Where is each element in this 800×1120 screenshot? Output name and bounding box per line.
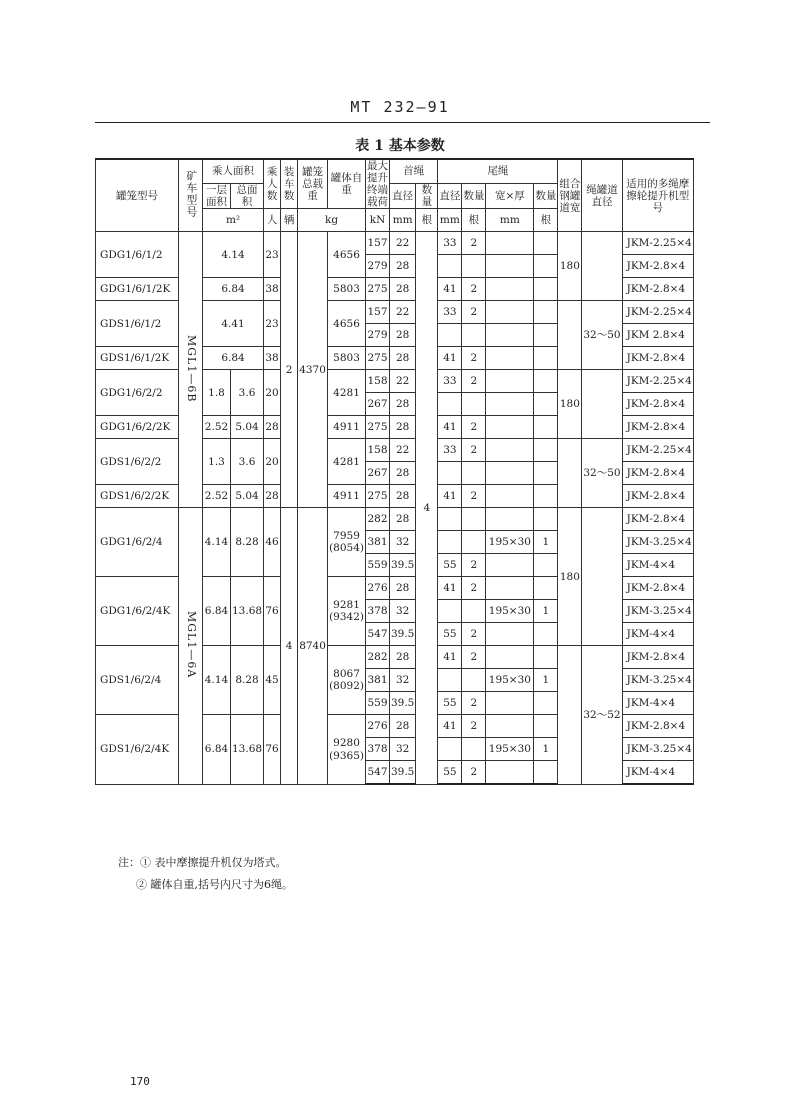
cell-round-dia bbox=[438, 393, 462, 416]
cell-self-weight: 7959 (8054) bbox=[328, 508, 366, 577]
unit-mm2: mm bbox=[438, 209, 462, 232]
cell-model: GDS1/6/2/2 bbox=[96, 439, 179, 485]
cell-persons: 20 bbox=[264, 439, 281, 485]
table-notes bbox=[118, 852, 293, 896]
col-head: 首绳 bbox=[389, 159, 437, 183]
cell-round-dia: 33 bbox=[438, 439, 462, 462]
cell-hoist: JKM-3.25×4 bbox=[622, 669, 693, 692]
cell-head-dia: 32 bbox=[389, 738, 415, 761]
cell-flat-num bbox=[534, 439, 558, 462]
cell-gap bbox=[558, 301, 582, 370]
unit-mm3: mm bbox=[486, 209, 534, 232]
cell-self-weight: 4281 bbox=[328, 370, 366, 416]
cell-round-num bbox=[462, 738, 486, 761]
col-hoist: 适用的多绳摩擦轮提升机型号 bbox=[622, 159, 693, 232]
cell-total-area: 8.28 bbox=[231, 508, 264, 577]
cell-flat-num bbox=[534, 715, 558, 738]
cell-rope bbox=[582, 232, 622, 301]
cell-flat-wt bbox=[486, 577, 534, 600]
parameters-table bbox=[95, 158, 776, 785]
cell-round-num bbox=[462, 531, 486, 554]
cell-self-weight: 8067 (8092) bbox=[328, 646, 366, 715]
col-cars: 装车数 bbox=[281, 159, 298, 209]
col-persons: 乘人数 bbox=[264, 159, 281, 209]
cell-max-load: 275 bbox=[365, 347, 389, 370]
cell-rope: 32～50 bbox=[582, 439, 622, 508]
cell-flat-wt bbox=[486, 439, 534, 462]
cell-max-load: 275 bbox=[365, 485, 389, 508]
cell-flat-num: 1 bbox=[534, 738, 558, 761]
cell-round-num: 2 bbox=[462, 278, 486, 301]
cell-round-dia: 41 bbox=[438, 278, 462, 301]
col-self: 罐体自重 bbox=[328, 159, 366, 209]
cell-round-dia bbox=[438, 738, 462, 761]
unit-kg: kg bbox=[298, 209, 366, 232]
cell-flat-num bbox=[534, 508, 558, 531]
cell-round-num: 2 bbox=[462, 370, 486, 393]
cell-self-weight: 4281 bbox=[328, 439, 366, 485]
cell-model: GDG1/6/2/2K bbox=[96, 416, 179, 439]
cell-self-weight: 4911 bbox=[328, 416, 366, 439]
cell-round-num bbox=[462, 600, 486, 623]
cell-flat-num bbox=[534, 577, 558, 600]
cell-round-dia: 41 bbox=[438, 715, 462, 738]
cell-max-load: 279 bbox=[365, 324, 389, 347]
cell-gap bbox=[558, 646, 582, 785]
cell-hoist: JKM-2.8×4 bbox=[622, 462, 693, 485]
cell-hoist: JKM-2.8×4 bbox=[622, 416, 693, 439]
cell-flat-num bbox=[534, 761, 558, 785]
cell-flat-wt bbox=[486, 623, 534, 646]
cell-round-num: 2 bbox=[462, 623, 486, 646]
cell-round-num: 2 bbox=[462, 439, 486, 462]
page-number: 170 bbox=[130, 1075, 150, 1088]
cell-round-dia: 33 bbox=[438, 232, 462, 255]
cell-hoist: JKM-2.8×4 bbox=[622, 255, 693, 278]
cell-hoist: JKM-4×4 bbox=[622, 554, 693, 577]
cell-total-area: 5.04 bbox=[231, 485, 264, 508]
cell-max-load: 267 bbox=[365, 393, 389, 416]
cell-head-dia: 28 bbox=[389, 347, 415, 370]
cell-model: GDS1/6/1/2 bbox=[96, 301, 179, 347]
cell-flat-num: 1 bbox=[534, 531, 558, 554]
cell-max-load: 157 bbox=[365, 301, 389, 324]
cell-persons: 23 bbox=[264, 301, 281, 347]
note-1: 注：① 表中摩擦提升机仅为塔式。 bbox=[118, 856, 287, 869]
cell-flat-num bbox=[534, 646, 558, 669]
col-head-dia: 直径 bbox=[389, 183, 415, 209]
cell-hoist: JKM-2.8×4 bbox=[622, 508, 693, 531]
cell-flat-num bbox=[534, 232, 558, 255]
cell-flat-num: 1 bbox=[534, 669, 558, 692]
col-flat-wt: 宽×厚 bbox=[486, 183, 534, 209]
cell-persons: 76 bbox=[264, 577, 281, 646]
unit-kn: kN bbox=[365, 209, 389, 232]
cell-hoist: JKM-2.8×4 bbox=[622, 715, 693, 738]
col-round-num: 数量 bbox=[462, 183, 486, 209]
cell-head-dia: 39.5 bbox=[389, 692, 415, 715]
cell-model: GDG1/6/2/4 bbox=[96, 508, 179, 577]
cell-head-dia: 28 bbox=[389, 715, 415, 738]
cell-hoist: JKM-4×4 bbox=[622, 623, 693, 646]
cell-hoist: JKM-3.25×4 bbox=[622, 600, 693, 623]
col-gap: 组合钢罐道宽 bbox=[558, 159, 582, 232]
cell-self-weight: 9281 (9342) bbox=[328, 577, 366, 646]
cell-max-load: 276 bbox=[365, 715, 389, 738]
cell-head-dia: 28 bbox=[389, 462, 415, 485]
cell-round-dia: 41 bbox=[438, 577, 462, 600]
cell-max-load: 547 bbox=[365, 623, 389, 646]
cell-model: GDG1/6/1/2K bbox=[96, 278, 179, 301]
cell-round-dia: 41 bbox=[438, 646, 462, 669]
cell-head-dia: 22 bbox=[389, 370, 415, 393]
cell-round-dia bbox=[438, 508, 462, 531]
col-layer: 一层面积 bbox=[203, 183, 231, 209]
cell-head-dia: 39.5 bbox=[389, 623, 415, 646]
cell-round-num bbox=[462, 508, 486, 531]
cell-total-area: 3.6 bbox=[231, 439, 264, 485]
cell-max-load: 282 bbox=[365, 508, 389, 531]
cell-model: GDS1/6/2/4K bbox=[96, 715, 179, 785]
cell-max-load: 381 bbox=[365, 669, 389, 692]
cell-total-area: 3.6 bbox=[231, 370, 264, 416]
cell-hoist: JKM-2.8×4 bbox=[622, 577, 693, 600]
unit-gen: 根 bbox=[416, 209, 438, 232]
cell-flat-num bbox=[534, 485, 558, 508]
cell-load: 8740 bbox=[298, 508, 328, 785]
cell-head-dia: 22 bbox=[389, 232, 415, 255]
cell-max-load: 157 bbox=[365, 232, 389, 255]
cell-round-dia bbox=[438, 669, 462, 692]
cell-flat-wt bbox=[486, 324, 534, 347]
unit-mm: mm bbox=[389, 209, 415, 232]
cell-layer-area: 6.84 bbox=[203, 577, 231, 646]
cell-max-load: 158 bbox=[365, 439, 389, 462]
cell-round-num: 2 bbox=[462, 715, 486, 738]
cell-flat-wt: 195×30 bbox=[486, 738, 534, 761]
cell-round-dia: 55 bbox=[438, 761, 462, 785]
cell-hoist: JKM-3.25×4 bbox=[622, 738, 693, 761]
cell-hoist: JKM 2.8×4 bbox=[622, 324, 693, 347]
cell-flat-wt bbox=[486, 347, 534, 370]
cell-persons: 38 bbox=[264, 347, 281, 370]
cell-head-dia: 22 bbox=[389, 301, 415, 324]
cell-flat-wt bbox=[486, 462, 534, 485]
cell-flat-num bbox=[534, 278, 558, 301]
cell-round-dia bbox=[438, 462, 462, 485]
cell-hoist: JKM-2.25×4 bbox=[622, 301, 693, 324]
cell-round-num: 2 bbox=[462, 761, 486, 785]
cell-model: GDG1/6/2/2 bbox=[96, 370, 179, 416]
cell-persons: 28 bbox=[264, 416, 281, 439]
table-caption: 表 1 基本参数 bbox=[355, 138, 445, 154]
cell-self-weight: 5803 bbox=[328, 278, 366, 301]
cell-flat-wt: 195×30 bbox=[486, 600, 534, 623]
cell-round-num: 2 bbox=[462, 232, 486, 255]
col-model: 罐笼型号 bbox=[96, 159, 179, 232]
cell-round-dia: 55 bbox=[438, 623, 462, 646]
col-max: 最大提升终端载荷 bbox=[366, 160, 388, 209]
cell-persons: 28 bbox=[264, 485, 281, 508]
cell-max-load: 267 bbox=[365, 462, 389, 485]
cell-persons: 23 bbox=[264, 232, 281, 278]
cell-flat-wt bbox=[486, 255, 534, 278]
cell-round-dia: 41 bbox=[438, 347, 462, 370]
cell-model: GDS1/6/2/4 bbox=[96, 646, 179, 715]
cell-flat-wt bbox=[486, 761, 534, 785]
cell-max-load: 282 bbox=[365, 646, 389, 669]
cell-flat-num bbox=[534, 692, 558, 715]
cell-flat-wt: 195×30 bbox=[486, 531, 534, 554]
cell-flat-wt bbox=[486, 554, 534, 577]
cell-car-type: MGL1—6A bbox=[179, 508, 203, 785]
cell-hoist: JKM-2.25×4 bbox=[622, 439, 693, 462]
cell-max-load: 547 bbox=[365, 761, 389, 785]
cell-flat-wt bbox=[486, 692, 534, 715]
col-load: 罐笼总载重 bbox=[298, 159, 328, 209]
cell-flat-num: 1 bbox=[534, 600, 558, 623]
cell-load: 4370 bbox=[298, 232, 328, 508]
cell-flat-num bbox=[534, 301, 558, 324]
cell-persons: 46 bbox=[264, 508, 281, 577]
cell-persons: 76 bbox=[264, 715, 281, 785]
cell-flat-wt bbox=[486, 485, 534, 508]
cell-head-dia: 28 bbox=[389, 508, 415, 531]
cell-max-load: 275 bbox=[365, 278, 389, 301]
cell-self-weight: 4911 bbox=[328, 485, 366, 508]
col-flat-num: 数量 bbox=[534, 183, 558, 209]
cell-max-load: 559 bbox=[365, 692, 389, 715]
cell-hoist: JKM-3.25×4 bbox=[622, 531, 693, 554]
cell-flat-wt bbox=[486, 646, 534, 669]
cell-hoist: JKM-2.25×4 bbox=[622, 370, 693, 393]
cell-max-load: 275 bbox=[365, 416, 389, 439]
cell-head-dia: 28 bbox=[389, 278, 415, 301]
cell-hoist: JKM-2.8×4 bbox=[622, 278, 693, 301]
cell-max-load: 559 bbox=[365, 554, 389, 577]
cell-hoist: JKM-2.8×4 bbox=[622, 646, 693, 669]
cell-head-dia: 28 bbox=[389, 255, 415, 278]
cell-hoist: JKM-2.25×4 bbox=[622, 232, 693, 255]
unit-cars: 辆 bbox=[281, 209, 298, 232]
cell-max-load: 378 bbox=[365, 738, 389, 761]
cell-layer-area: 4.14 bbox=[203, 508, 231, 577]
cell-self-weight: 4656 bbox=[328, 232, 366, 278]
cell-round-dia: 55 bbox=[438, 554, 462, 577]
cell-max-load: 381 bbox=[365, 531, 389, 554]
cell-layer-area: 2.52 bbox=[203, 416, 231, 439]
cell-area: 4.14 bbox=[203, 232, 264, 278]
cell-flat-num bbox=[534, 370, 558, 393]
table-row bbox=[96, 232, 776, 255]
cell-area: 4.41 bbox=[203, 301, 264, 347]
cell-area: 6.84 bbox=[203, 278, 264, 301]
cell-model: GDS1/6/1/2K bbox=[96, 347, 179, 370]
cell-layer-area: 6.84 bbox=[203, 715, 231, 785]
cell-hoist: JKM-4×4 bbox=[622, 761, 693, 785]
cell-max-load: 276 bbox=[365, 577, 389, 600]
cell-flat-wt: 195×30 bbox=[486, 669, 534, 692]
cell-round-num: 2 bbox=[462, 646, 486, 669]
cell-persons: 20 bbox=[264, 370, 281, 416]
cell-round-num: 2 bbox=[462, 554, 486, 577]
cell-layer-area: 4.14 bbox=[203, 646, 231, 715]
cell-round-num: 2 bbox=[462, 347, 486, 370]
cell-flat-num bbox=[534, 462, 558, 485]
cell-hoist: JKM-2.8×4 bbox=[622, 347, 693, 370]
cell-gap: 180 bbox=[558, 508, 582, 646]
cell-flat-wt bbox=[486, 508, 534, 531]
cell-round-num bbox=[462, 462, 486, 485]
cell-flat-wt bbox=[486, 393, 534, 416]
cell-cars: 4 bbox=[281, 508, 298, 785]
cell-flat-num bbox=[534, 255, 558, 278]
cell-car-type: MGL1—6B bbox=[179, 232, 203, 508]
unit-gen2: 根 bbox=[462, 209, 486, 232]
cell-flat-wt bbox=[486, 232, 534, 255]
cell-head-dia: 28 bbox=[389, 393, 415, 416]
cell-round-dia: 33 bbox=[438, 370, 462, 393]
unit-m2: m² bbox=[203, 209, 264, 232]
cell-self-weight: 9280 (9365) bbox=[328, 715, 366, 785]
cell-persons: 38 bbox=[264, 278, 281, 301]
cell-gap bbox=[558, 439, 582, 508]
cell-self-weight: 5803 bbox=[328, 347, 366, 370]
cell-flat-num bbox=[534, 347, 558, 370]
cell-head-dia: 39.5 bbox=[389, 554, 415, 577]
cell-round-dia bbox=[438, 255, 462, 278]
cell-layer-area: 1.8 bbox=[203, 370, 231, 416]
cell-flat-wt bbox=[486, 301, 534, 324]
col-tail: 尾绳 bbox=[438, 159, 558, 183]
cell-flat-wt bbox=[486, 416, 534, 439]
cell-total-area: 8.28 bbox=[231, 646, 264, 715]
cell-flat-num bbox=[534, 554, 558, 577]
cell-model: GDG1/6/1/2 bbox=[96, 232, 179, 278]
cell-head-dia: 28 bbox=[389, 485, 415, 508]
cell-model: GDS1/6/2/2K bbox=[96, 485, 179, 508]
cell-hoist: JKM-2.8×4 bbox=[622, 393, 693, 416]
cell-flat-num bbox=[534, 324, 558, 347]
cell-layer-area: 2.52 bbox=[203, 485, 231, 508]
cell-round-num bbox=[462, 393, 486, 416]
cell-area: 6.84 bbox=[203, 347, 264, 370]
note-2: ② 罐体自重,括号内尺寸为6绳。 bbox=[136, 878, 293, 891]
cell-flat-wt bbox=[486, 370, 534, 393]
cell-flat-wt bbox=[486, 715, 534, 738]
cell-gap: 180 bbox=[558, 232, 582, 301]
cell-max-load: 279 bbox=[365, 255, 389, 278]
cell-self-weight: 4656 bbox=[328, 301, 366, 347]
cell-round-num bbox=[462, 324, 486, 347]
col-head-num: 数量 bbox=[416, 183, 438, 209]
cell-model: GDG1/6/2/4K bbox=[96, 577, 179, 646]
cell-head-num: 4 bbox=[416, 232, 438, 785]
cell-total-area: 13.68 bbox=[231, 715, 264, 785]
col-rope: 绳罐道直径 bbox=[582, 159, 622, 232]
cell-head-dia: 28 bbox=[389, 324, 415, 347]
cell-round-dia: 55 bbox=[438, 692, 462, 715]
cell-round-dia bbox=[438, 531, 462, 554]
cell-rope: 32～52 bbox=[582, 646, 622, 785]
cell-hoist: JKM-2.8×4 bbox=[622, 485, 693, 508]
cell-head-dia: 28 bbox=[389, 416, 415, 439]
cell-gap: 180 bbox=[558, 370, 582, 439]
cell-rope bbox=[582, 370, 622, 439]
cell-round-num: 2 bbox=[462, 485, 486, 508]
header-rule bbox=[95, 122, 710, 123]
cell-flat-num bbox=[534, 623, 558, 646]
cell-persons: 45 bbox=[264, 646, 281, 715]
cell-round-num bbox=[462, 669, 486, 692]
page-header: MT 232—91 bbox=[350, 98, 450, 116]
cell-round-num: 2 bbox=[462, 416, 486, 439]
cell-head-dia: 32 bbox=[389, 531, 415, 554]
cell-cars: 2 bbox=[281, 232, 298, 508]
cell-max-load: 378 bbox=[365, 600, 389, 623]
cell-head-dia: 28 bbox=[389, 577, 415, 600]
cell-flat-num bbox=[534, 416, 558, 439]
cell-rope: 32～50 bbox=[582, 301, 622, 370]
unit-persons: 人 bbox=[264, 209, 281, 232]
cell-round-num: 2 bbox=[462, 692, 486, 715]
cell-head-dia: 22 bbox=[389, 439, 415, 462]
cell-head-dia: 32 bbox=[389, 600, 415, 623]
cell-max-load: 158 bbox=[365, 370, 389, 393]
cell-layer-area: 1.3 bbox=[203, 439, 231, 485]
cell-hoist: JKM-4×4 bbox=[622, 692, 693, 715]
cell-head-dia: 28 bbox=[389, 646, 415, 669]
col-car: 矿车型号 bbox=[179, 159, 203, 232]
cell-total-area: 13.68 bbox=[231, 577, 264, 646]
cell-round-dia: 41 bbox=[438, 416, 462, 439]
col-total: 总面积 bbox=[231, 183, 264, 209]
cell-round-dia: 33 bbox=[438, 301, 462, 324]
cell-head-dia: 32 bbox=[389, 669, 415, 692]
cell-flat-wt bbox=[486, 278, 534, 301]
cell-round-dia bbox=[438, 324, 462, 347]
cell-round-dia: 41 bbox=[438, 485, 462, 508]
col-area: 乘人面积 bbox=[203, 159, 264, 183]
cell-round-num: 2 bbox=[462, 577, 486, 600]
cell-round-dia bbox=[438, 600, 462, 623]
cell-total-area: 5.04 bbox=[231, 416, 264, 439]
col-round-dia: 直径 bbox=[438, 183, 462, 209]
cell-round-num bbox=[462, 255, 486, 278]
cell-head-dia: 39.5 bbox=[389, 761, 415, 785]
cell-rope bbox=[582, 508, 622, 646]
cell-round-num: 2 bbox=[462, 301, 486, 324]
cell-flat-num bbox=[534, 393, 558, 416]
unit-gen3: 根 bbox=[534, 209, 558, 232]
